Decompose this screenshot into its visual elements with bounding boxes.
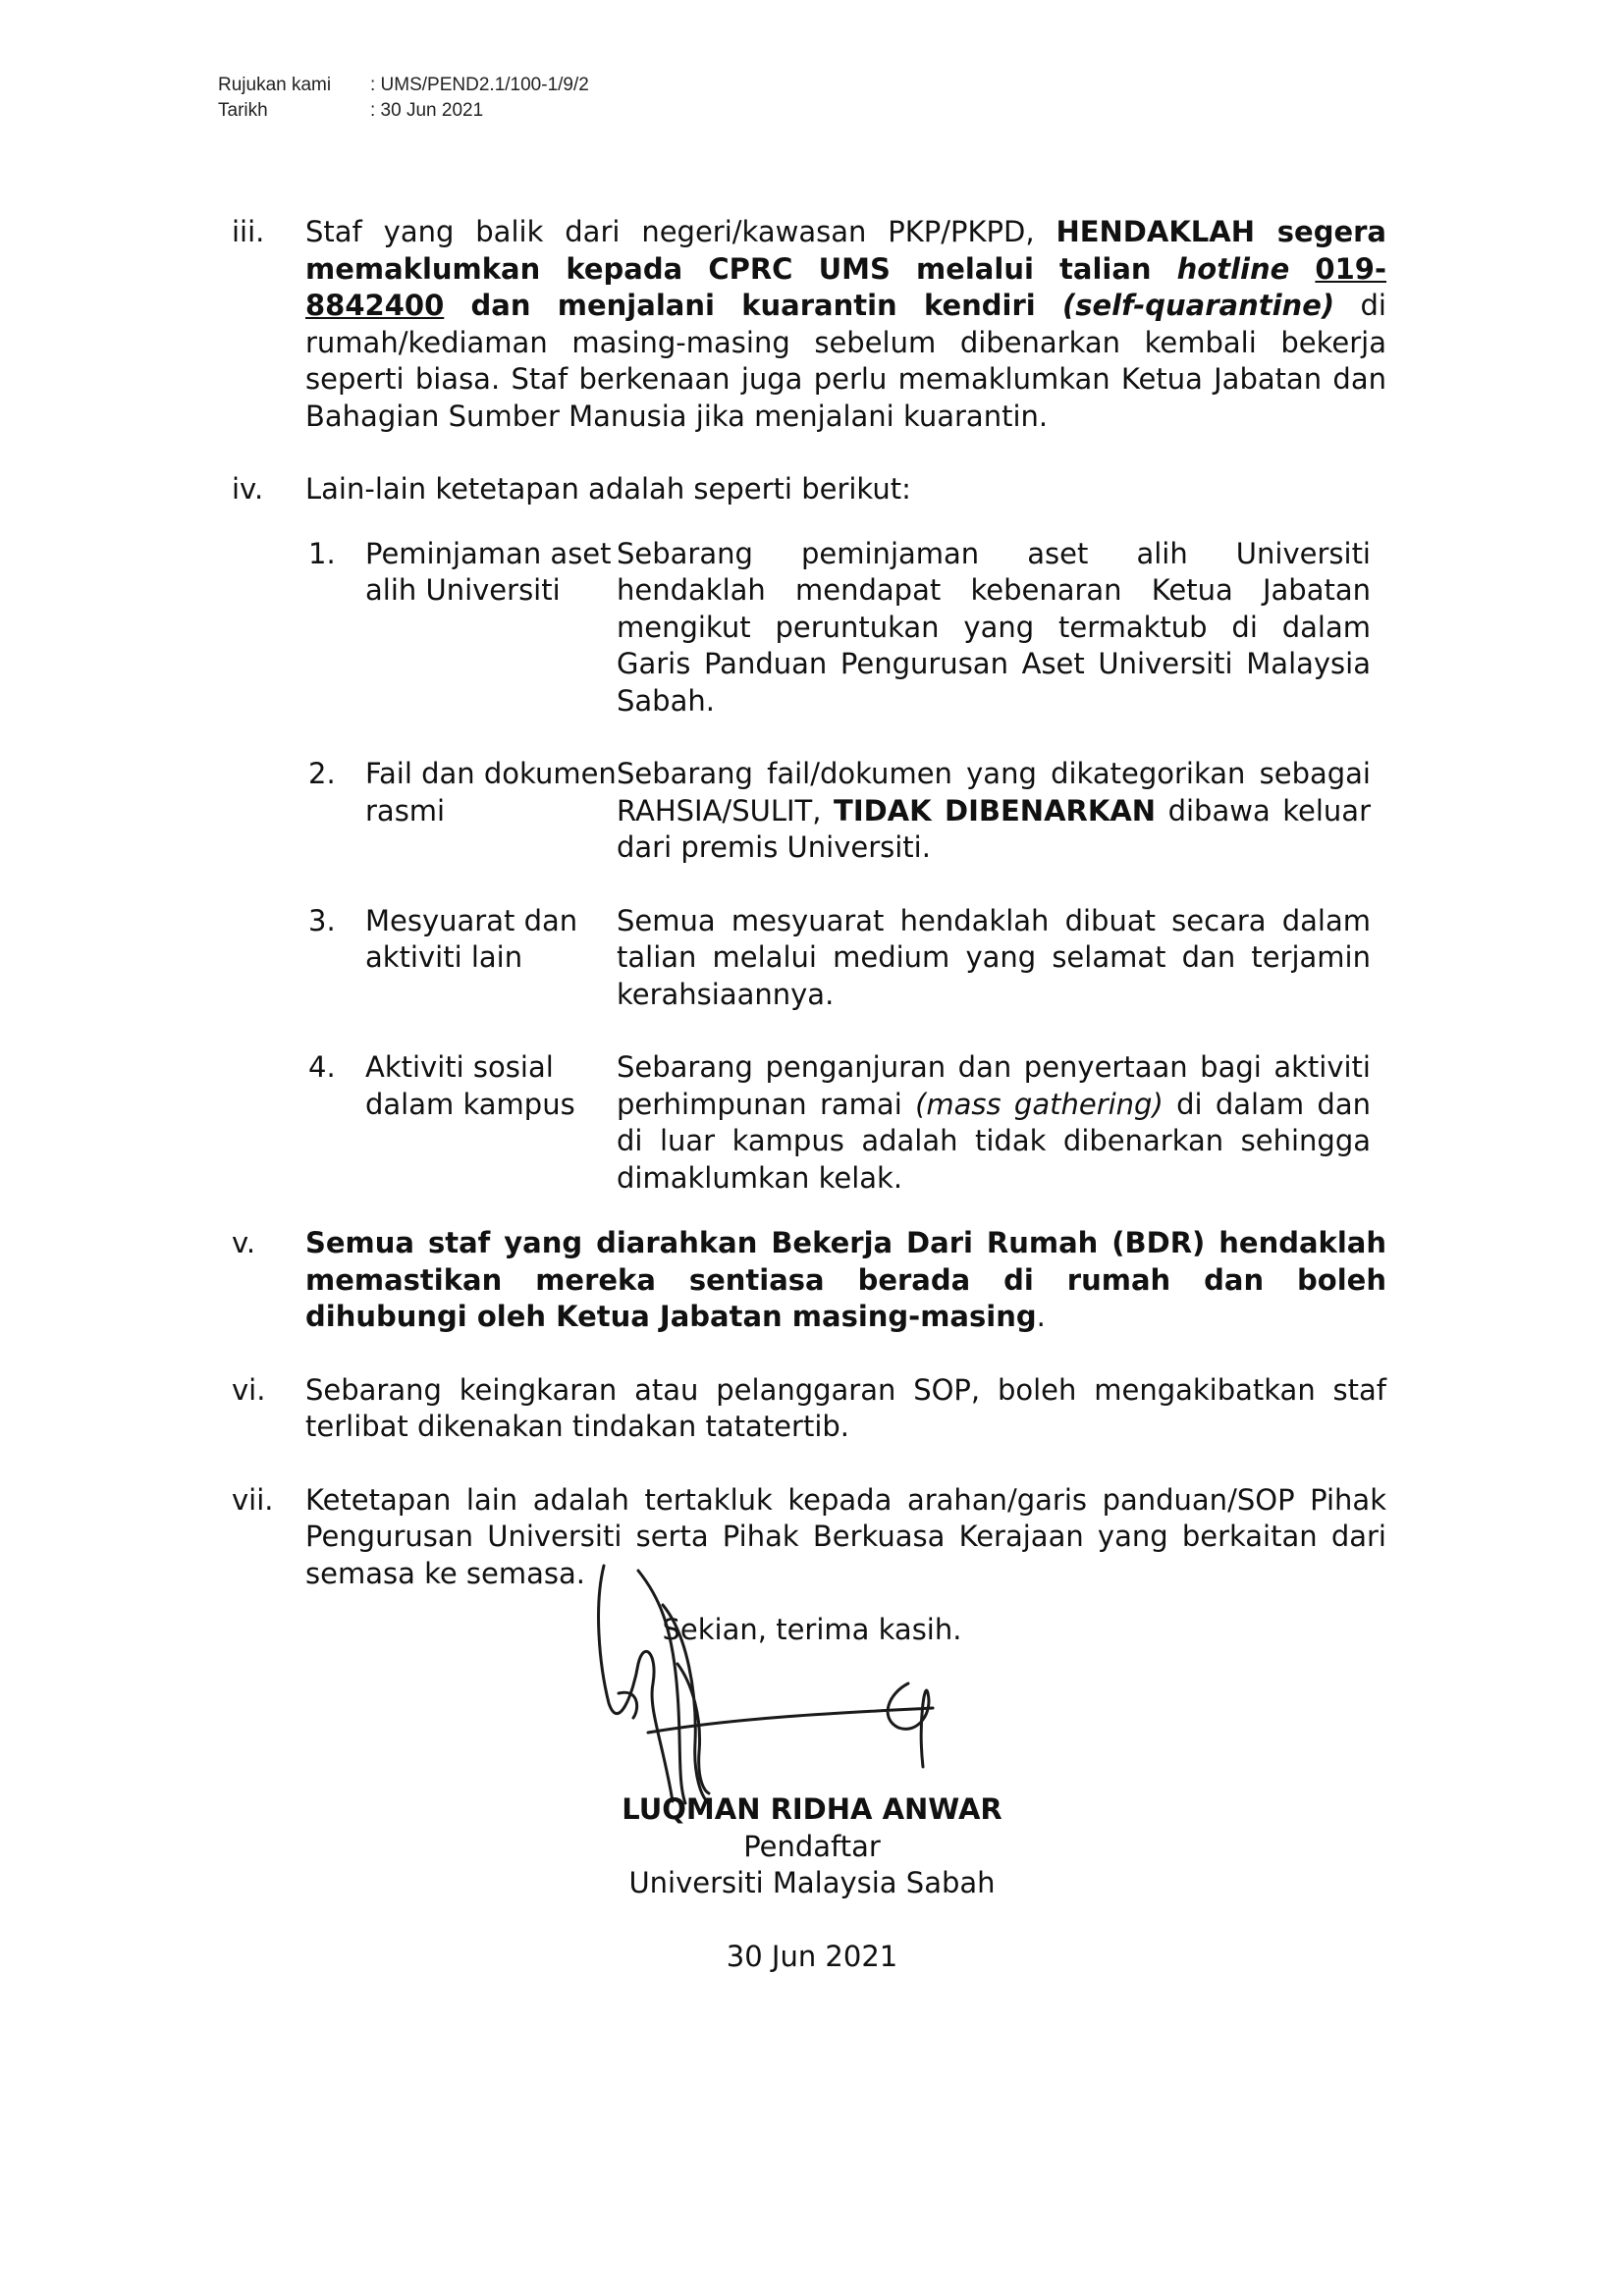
reference-value: : UMS/PEND2.1/100-1/9/2: [370, 75, 589, 95]
subitem-list: [305, 536, 1386, 1198]
subitem-2: [305, 756, 1386, 867]
item-text: Lain-lain ketetapan adalah seperti berikut:: [305, 472, 911, 506]
text-run: di dalam dan di luar kampus adalah tidak dibenarkan sehingga dimaklumkan kelak.: [617, 1087, 1371, 1195]
item-number: iv.: [232, 472, 264, 506]
date-row: [218, 98, 589, 124]
bold-run: TIDAK DIBENARKAN: [834, 793, 1157, 828]
subitem-label: Aktiviti sosial dalam kampus: [365, 1050, 575, 1121]
closing-greeting: Sekian, terima kasih.: [662, 1613, 962, 1646]
text-run: Staf yang balik dari negeri/kawasan PKP/PKPD,: [305, 215, 1056, 248]
hotline-number: 019-8842400: [305, 251, 1386, 322]
reference-row: [218, 73, 589, 98]
item-iii: [232, 214, 1386, 435]
text-run: di rumah/kediaman masing-masing sebelum dibenarkan kembali bekerja seperti biasa. Staf berkenaan juga perlu memaklumkan Ketua Jabatan dan Bahagian Sumber Manusia jika menjalani kuarantin.: [305, 289, 1386, 433]
text-run: dibawa keluar dari premis Universiti.: [617, 793, 1371, 864]
subitem-desc: [617, 1049, 1386, 1197]
subitem-desc: Sebarang peminjaman aset alih Universiti hendaklah mendapat kebenaran Ketua Jabatan mengikut peruntukan yang termaktub di dalam Garis Panduan Pengurusan Aset Universiti Malaysia Sabah.: [617, 536, 1371, 718]
item-text: Ketetapan lain adalah tertakluk kepada arahan/garis panduan/SOP Pihak Pengurusan Universiti serta Pihak Berkuasa Kerajaan yang berkaitan dari semasa ke semasa.: [305, 1482, 1386, 1590]
item-number: v.: [232, 1226, 256, 1259]
text-run: .: [1036, 1300, 1046, 1333]
subitem-number: 4.: [308, 1050, 336, 1084]
subitem-number: 2.: [308, 757, 336, 790]
item-v: [232, 1225, 1386, 1336]
text-run: Sebarang fail/dokumen yang dikategorikan sebagai RAHSIA/SULIT,: [617, 757, 1371, 828]
subitem-desc: [617, 756, 1386, 867]
item-iv: [232, 471, 1386, 508]
bold-italic-run: (self-quarantine): [1061, 289, 1335, 322]
closing-date: 30 Jun 2021: [726, 1940, 898, 1973]
bold-run: Semua staf yang diarahkan Bekerja Dari Rumah (BDR) hendaklah memastikan mereka sentiasa berada di rumah dan boleh dihubungi oleh Ketua Jabatan masing-masing: [305, 1226, 1386, 1333]
subitem-4: [305, 1049, 1386, 1197]
subitem-number: 3.: [308, 903, 336, 937]
signature-image: [579, 1546, 992, 1821]
item-number: vi.: [232, 1372, 266, 1407]
item-text: [305, 1225, 1386, 1336]
bold-italic-run: hotline: [1176, 251, 1290, 286]
bold-run: dan menjalani kuarantin kendiri: [444, 289, 1062, 322]
subitem-label: Mesyuarat dan aktiviti lain: [365, 903, 578, 974]
bold-run: HENDAKLAH segera memaklumkan kepada CPRC UMS melalui talian: [305, 215, 1386, 286]
italic-run: (mass gathering): [915, 1087, 1164, 1121]
item-number: iii.: [232, 215, 265, 248]
subitem-1: [305, 536, 1386, 721]
text-run: Sebarang penganjuran dan penyertaan bagi aktiviti perhimpunan ramai: [617, 1050, 1371, 1121]
subitem-desc: Semua mesyuarat hendaklah dibuat secara dalam talian melalui medium yang selamat dan terjamin kerahsiaannya.: [617, 903, 1371, 1011]
date-label: Tarikh: [218, 100, 268, 121]
signatory-organization: Universiti Malaysia Sabah: [628, 1866, 996, 1899]
signatory-name: LUQMAN RIDHA ANWAR: [622, 1792, 1002, 1826]
item-vi: [232, 1372, 1386, 1446]
reference-block: [218, 73, 589, 124]
subitem-3: [305, 903, 1386, 1014]
reference-label: Rujukan kami: [218, 75, 332, 95]
subitem-label: Peminjaman aset alih Universiti: [365, 536, 612, 607]
subitem-label: Fail dan dokumen rasmi: [365, 757, 617, 828]
subitem-number: 1.: [308, 536, 336, 570]
signatory-title: Pendaftar: [743, 1830, 881, 1863]
bold-run: [1289, 252, 1315, 286]
item-text: [305, 214, 1386, 435]
item-number: vii.: [232, 1482, 274, 1517]
document-body: [232, 214, 1386, 1629]
item-text: Sebarang keingkaran atau pelanggaran SOP, boleh mengakibatkan staf terlibat dikenakan tindakan tatatertib.: [305, 1372, 1386, 1443]
date-value: : 30 Jun 2021: [370, 100, 484, 121]
